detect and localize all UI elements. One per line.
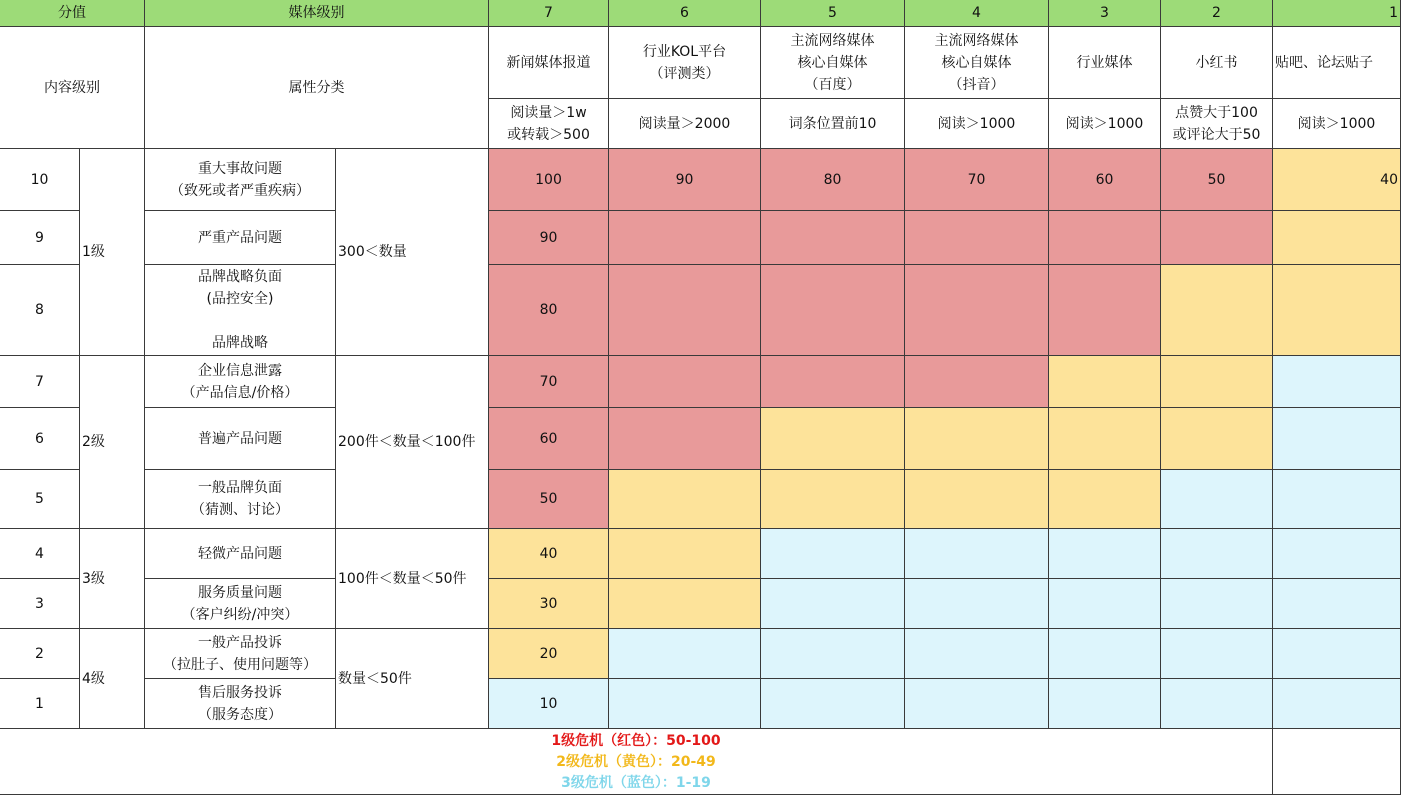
score-cell[interactable]: 60 [489,408,609,470]
header-media-score[interactable]: 2 [1161,0,1273,27]
score-cell[interactable] [905,679,1049,729]
media-threshold[interactable]: 阅读量＞2000 [609,99,761,149]
media-threshold[interactable]: 阅读＞1000 [1273,99,1401,149]
score-cell[interactable] [609,356,761,408]
score-cell[interactable] [609,579,761,629]
score-cell[interactable] [1161,408,1273,470]
row-attribute[interactable]: 重大事故问题 （致死或者严重疾病） [145,149,336,211]
score-cell[interactable] [1049,356,1161,408]
row-score[interactable]: 1 [0,679,80,729]
score-cell[interactable] [609,529,761,579]
row-score[interactable]: 2 [0,629,80,679]
media-threshold[interactable]: 阅读＞1000 [1049,99,1161,149]
row-score[interactable]: 5 [0,470,80,529]
legend-line: 2级危机（黄色）：20-49 [556,754,716,770]
legend-cell[interactable] [0,729,1273,795]
content-level-group[interactable]: 3级 [80,529,145,629]
score-cell[interactable] [1161,265,1273,356]
score-cell[interactable] [761,211,905,265]
media-threshold[interactable]: 阅读＞1000 [905,99,1049,149]
row-score[interactable]: 3 [0,579,80,629]
score-cell[interactable]: 90 [489,211,609,265]
score-cell[interactable]: 10 [489,679,609,729]
row-score[interactable]: 6 [0,408,80,470]
header-media-score[interactable]: 6 [609,0,761,27]
header-media-score[interactable]: 5 [761,0,905,27]
row-attribute[interactable]: 售后服务投诉 （服务态度） [145,679,336,729]
header-media-score[interactable]: 1 [1273,0,1401,27]
score-cell[interactable] [1273,356,1401,408]
score-cell[interactable]: 100 [489,149,609,211]
score-cell[interactable] [1049,529,1161,579]
row-attribute[interactable]: 普遍产品问题 [145,408,336,470]
row-score[interactable]: 10 [0,149,80,211]
media-threshold[interactable]: 词条位置前10 [761,99,905,149]
score-cell[interactable] [1161,529,1273,579]
header-score-label[interactable]: 分值 [0,0,145,27]
score-cell[interactable] [609,470,761,529]
row-attribute[interactable]: 一般品牌负面 （猜测、讨论） [145,470,336,529]
row-score[interactable]: 8 [0,265,80,356]
score-cell[interactable] [905,211,1049,265]
header-attribute[interactable]: 属性分类 [145,27,489,149]
score-cell[interactable] [1161,579,1273,629]
header-media-score[interactable]: 7 [489,0,609,27]
score-cell[interactable] [905,356,1049,408]
media-name[interactable]: 小红书 [1161,27,1273,99]
score-cell[interactable] [1161,356,1273,408]
legend-line: 1级危机（红色）：50-100 [551,733,721,749]
row-score[interactable]: 4 [0,529,80,579]
score-cell[interactable] [609,265,761,356]
media-name[interactable]: 新闻媒体报道 [489,27,609,99]
media-name[interactable]: 贴吧、论坛贴子 [1273,27,1401,99]
quantity-range[interactable]: 数量＜50件 [336,629,489,729]
score-cell[interactable] [761,356,905,408]
media-threshold[interactable]: 阅读量＞1w 或转载＞500 [489,99,609,149]
score-cell[interactable] [1273,211,1401,265]
score-cell[interactable] [761,470,905,529]
score-cell[interactable] [761,579,905,629]
score-cell[interactable]: 70 [905,149,1049,211]
content-level-group[interactable]: 1级 [80,149,145,356]
score-cell[interactable] [905,470,1049,529]
header-content-level[interactable]: 内容级别 [0,27,145,149]
row-attribute[interactable]: 品牌战略负面 (品控安全) 品牌战略 [145,265,336,356]
score-cell[interactable] [609,629,761,679]
media-name[interactable]: 主流网络媒体 核心自媒体 （抖音） [905,27,1049,99]
score-cell[interactable]: 60 [1049,149,1161,211]
row-score[interactable]: 7 [0,356,80,408]
score-cell[interactable] [1273,408,1401,470]
score-cell[interactable] [1273,629,1401,679]
score-cell[interactable] [1161,679,1273,729]
score-cell[interactable]: 40 [489,529,609,579]
legend-line: 3级危机（蓝色）：1-19 [561,775,711,791]
score-cell[interactable] [1049,265,1161,356]
media-threshold[interactable]: 点赞大于100 或评论大于50 [1161,99,1273,149]
score-cell[interactable] [1161,211,1273,265]
score-cell[interactable] [609,211,761,265]
score-cell[interactable] [1049,211,1161,265]
row-score[interactable]: 9 [0,211,80,265]
header-media-score[interactable]: 3 [1049,0,1161,27]
score-cell[interactable]: 50 [489,470,609,529]
score-cell[interactable] [609,408,761,470]
quantity-range[interactable]: 200件＜数量＜100件 [336,356,489,529]
score-cell[interactable] [1049,679,1161,729]
score-cell[interactable] [905,265,1049,356]
row-attribute[interactable]: 严重产品问题 [145,211,336,265]
score-cell[interactable] [761,679,905,729]
score-cell[interactable]: 50 [1161,149,1273,211]
score-cell[interactable] [1273,265,1401,356]
score-cell[interactable]: 90 [609,149,761,211]
score-cell[interactable] [761,265,905,356]
quantity-range[interactable]: 300＜数量 [336,149,489,356]
header-media-level-label[interactable]: 媒体级别 [145,0,489,27]
score-cell[interactable] [905,408,1049,470]
score-cell[interactable] [1273,579,1401,629]
row-attribute[interactable]: 服务质量问题 （客户纠纷/冲突） [145,579,336,629]
score-cell[interactable] [761,408,905,470]
score-cell[interactable]: 30 [489,579,609,629]
quantity-range[interactable]: 100件＜数量＜50件 [336,529,489,629]
row-attribute[interactable]: 企业信息泄露 （产品信息/价格） [145,356,336,408]
row-attribute[interactable]: 轻微产品问题 [145,529,336,579]
score-cell[interactable] [1049,470,1161,529]
media-name[interactable]: 主流网络媒体 核心自媒体 （百度） [761,27,905,99]
legend-empty-cell[interactable] [1273,729,1401,795]
media-name[interactable]: 行业媒体 [1049,27,1161,99]
score-cell[interactable] [761,529,905,579]
score-cell[interactable] [1161,629,1273,679]
score-cell[interactable]: 40 [1273,149,1401,211]
score-cell[interactable] [1273,679,1401,729]
score-cell[interactable] [905,529,1049,579]
row-attribute[interactable]: 一般产品投诉 （拉肚子、使用问题等） [145,629,336,679]
score-cell[interactable] [609,679,761,729]
score-cell[interactable]: 80 [489,265,609,356]
media-name[interactable]: 行业KOL平台 （评测类） [609,27,761,99]
score-cell[interactable] [1049,579,1161,629]
score-cell[interactable] [905,579,1049,629]
score-cell[interactable] [761,629,905,679]
score-cell[interactable] [905,629,1049,679]
score-cell[interactable] [1049,408,1161,470]
score-cell[interactable] [1273,470,1401,529]
content-level-group[interactable]: 2级 [80,356,145,529]
score-cell[interactable]: 80 [761,149,905,211]
score-cell[interactable] [1161,470,1273,529]
score-cell[interactable] [1049,629,1161,679]
score-cell[interactable]: 20 [489,629,609,679]
score-cell[interactable] [1273,529,1401,579]
header-media-score[interactable]: 4 [905,0,1049,27]
score-cell[interactable]: 70 [489,356,609,408]
content-level-group[interactable]: 4级 [80,629,145,729]
